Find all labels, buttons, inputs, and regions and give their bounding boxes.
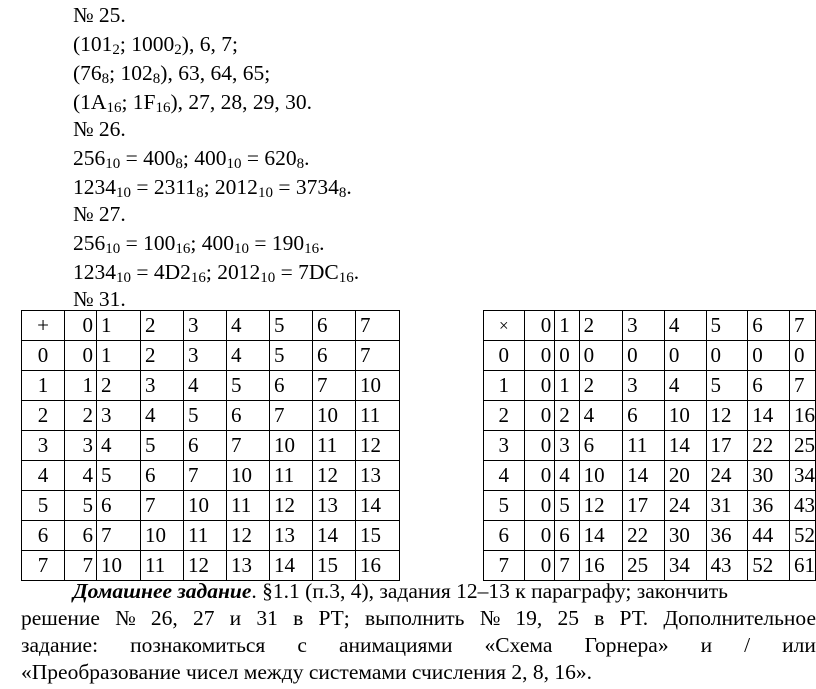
add-cell: 13 — [270, 521, 313, 551]
homework-word: РТ. — [619, 606, 649, 630]
mul-cell: 0 — [555, 341, 579, 371]
mul-row-label: 0 — [484, 341, 525, 371]
add-row-label: 7 — [22, 551, 65, 581]
homework-word: 31 — [256, 606, 278, 630]
mul-cell: 0 — [789, 341, 815, 371]
mul-cell: 5 — [706, 371, 748, 401]
add-cell: 3 — [184, 341, 227, 371]
mul-header-row — [484, 311, 816, 341]
add-cell: 2 — [65, 401, 97, 431]
task-25-header: № 25. — [73, 3, 126, 27]
octal-multiplication-table — [483, 310, 816, 581]
add-cell: 4 — [141, 401, 184, 431]
mul-cell: 0 — [524, 461, 555, 491]
task-31-header: № 31. — [73, 287, 126, 311]
mul-cell: 22 — [748, 431, 790, 461]
add-cell: 10 — [270, 431, 313, 461]
homework-word: решение — [21, 606, 100, 630]
add-cell: 7 — [141, 491, 184, 521]
homework-word: Дополнительное — [663, 606, 816, 630]
add-table-row — [22, 521, 400, 551]
add-cell: 11 — [184, 521, 227, 551]
mul-cell: 2 — [579, 371, 623, 401]
add-cell: 2 — [141, 341, 184, 371]
mul-cell: 52 — [789, 521, 815, 551]
add-cell: 13 — [227, 551, 270, 581]
mul-cell: 36 — [748, 491, 790, 521]
homework-word: задание: — [21, 633, 99, 657]
add-cell: 12 — [356, 431, 400, 461]
mul-row-label: 1 — [484, 371, 525, 401]
mul-table-row — [484, 461, 816, 491]
mul-cell: 5 — [555, 491, 579, 521]
mul-cell: 16 — [579, 551, 623, 581]
task-26-line-2: $1234_{10} = 2311_8$; $2012_{10} = 3734_8$. — [73, 175, 352, 201]
mul-header-cell: 4 — [664, 311, 706, 341]
add-cell: 11 — [227, 491, 270, 521]
add-cell: 12 — [184, 551, 227, 581]
mul-table-row — [484, 401, 816, 431]
mul-cell: 0 — [706, 341, 748, 371]
homework-line-3 — [21, 632, 816, 659]
add-cell: 4 — [97, 431, 141, 461]
add-cell: 5 — [227, 371, 270, 401]
add-row-label: 5 — [22, 491, 65, 521]
mul-cell: 17 — [706, 431, 748, 461]
add-row-label: 0 — [22, 341, 65, 371]
add-cell: 14 — [270, 551, 313, 581]
add-cell: 10 — [184, 491, 227, 521]
homework-word: Горнера» — [584, 633, 669, 657]
add-header-cell: 5 — [270, 311, 313, 341]
add-cell: 6 — [65, 521, 97, 551]
mul-cell: 30 — [748, 461, 790, 491]
homework-word: 27 — [192, 606, 215, 630]
mul-cell: 20 — [664, 461, 706, 491]
homework-line-1: Домашнее задание. §1.1 (п.3, 4), задания 12–13 к параграфу; закончить — [73, 579, 728, 603]
homework-title: Домашнее задание — [73, 579, 252, 603]
mul-cell: 25 — [789, 431, 815, 461]
homework-word: и — [700, 633, 713, 657]
add-cell: 3 — [65, 431, 97, 461]
add-cell: 10 — [356, 371, 400, 401]
add-header-cell: 4 — [227, 311, 270, 341]
mul-cell: 16 — [789, 401, 815, 431]
add-cell: 6 — [141, 461, 184, 491]
mul-cell: 3 — [555, 431, 579, 461]
add-table-row — [22, 461, 400, 491]
mul-table-row — [484, 551, 816, 581]
mul-cell: 61 — [789, 551, 815, 581]
add-cell: 5 — [141, 431, 184, 461]
add-row-label: 1 — [22, 371, 65, 401]
mul-cell: 2 — [555, 401, 579, 431]
add-cell: 7 — [184, 461, 227, 491]
homework-word: в — [594, 606, 605, 630]
add-operator-cell: + — [22, 311, 65, 341]
homework-word: № — [479, 606, 501, 630]
mul-cell: 7 — [789, 371, 815, 401]
homework-word: 26, — [150, 606, 178, 630]
add-cell: 11 — [313, 431, 356, 461]
mul-cell: 0 — [524, 551, 555, 581]
homework-line-4: «Преобразование чисел между системами счисления 2, 8, 16». — [21, 660, 593, 684]
mul-row-label: 5 — [484, 491, 525, 521]
add-row-label: 6 — [22, 521, 65, 551]
add-cell: 7 — [227, 431, 270, 461]
mul-cell: 4 — [579, 401, 623, 431]
task-25-line-2: ($76_8$; $102_8$), 63, 64, 65; — [73, 61, 271, 87]
add-table-row — [22, 551, 400, 581]
add-table-row — [22, 341, 400, 371]
add-cell: 13 — [356, 461, 400, 491]
mul-cell: 7 — [555, 551, 579, 581]
mul-cell: 0 — [524, 401, 555, 431]
add-cell: 7 — [270, 401, 313, 431]
task-27-header: № 27. — [73, 202, 126, 226]
homework-word: 25 — [557, 606, 579, 630]
mul-operator-cell: × — [484, 311, 525, 341]
add-header-cell: 7 — [356, 311, 400, 341]
add-cell: 7 — [356, 341, 400, 371]
octal-addition-table — [21, 310, 400, 581]
mul-cell: 10 — [579, 461, 623, 491]
add-header-cell: 3 — [184, 311, 227, 341]
mul-cell: 44 — [748, 521, 790, 551]
mul-cell: 10 — [664, 401, 706, 431]
add-table-row — [22, 431, 400, 461]
add-cell: 11 — [270, 461, 313, 491]
add-cell: 12 — [313, 461, 356, 491]
add-cell: 7 — [313, 371, 356, 401]
mul-header-cell: 7 — [789, 311, 815, 341]
mul-cell: 11 — [623, 431, 665, 461]
mul-cell: 0 — [579, 341, 623, 371]
add-cell: 5 — [270, 341, 313, 371]
add-cell: 15 — [356, 521, 400, 551]
add-cell: 6 — [227, 401, 270, 431]
homework-word: анимациями — [338, 633, 453, 657]
mul-cell: 6 — [555, 521, 579, 551]
task-27-line-2: $1234_{10} = 4D2_{16}$; $2012_{10} = 7DC_{16}$. — [73, 260, 360, 286]
add-cell: 6 — [97, 491, 141, 521]
add-cell: 3 — [141, 371, 184, 401]
add-header-cell: 1 — [97, 311, 141, 341]
add-cell: 1 — [97, 341, 141, 371]
mul-cell: 0 — [524, 341, 555, 371]
add-cell: 5 — [97, 461, 141, 491]
add-cell: 2 — [97, 371, 141, 401]
mul-cell: 0 — [524, 521, 555, 551]
mul-cell: 14 — [623, 461, 665, 491]
mul-header-cell: 1 — [555, 311, 579, 341]
mul-table-row — [484, 491, 816, 521]
mul-cell: 43 — [789, 491, 815, 521]
mul-table-row — [484, 371, 816, 401]
mul-header-cell: 0 — [524, 311, 555, 341]
add-cell: 4 — [227, 341, 270, 371]
add-cell: 14 — [313, 521, 356, 551]
mul-cell: 36 — [706, 521, 748, 551]
mul-cell: 25 — [623, 551, 665, 581]
add-cell: 6 — [270, 371, 313, 401]
mul-cell: 0 — [748, 341, 790, 371]
add-cell: 4 — [184, 371, 227, 401]
mul-cell: 0 — [524, 371, 555, 401]
mul-cell: 4 — [555, 461, 579, 491]
task-27-line-1: $256_{10} = 100_{16}$; $400_{10} = 190_{16}$. — [73, 231, 325, 257]
add-table-row — [22, 491, 400, 521]
mul-cell: 0 — [664, 341, 706, 371]
mul-header-cell: 2 — [579, 311, 623, 341]
add-cell: 10 — [97, 551, 141, 581]
add-cell: 13 — [313, 491, 356, 521]
add-cell: 10 — [313, 401, 356, 431]
homework-word: в — [293, 606, 304, 630]
mul-cell: 24 — [706, 461, 748, 491]
mul-cell: 12 — [579, 491, 623, 521]
add-header-cell: 0 — [65, 311, 97, 341]
homework-word: выполнить — [364, 606, 465, 630]
mul-cell: 0 — [524, 431, 555, 461]
add-cell: 0 — [65, 341, 97, 371]
add-row-label: 2 — [22, 401, 65, 431]
add-row-label: 3 — [22, 431, 65, 461]
add-cell: 7 — [97, 521, 141, 551]
add-cell: 12 — [227, 521, 270, 551]
mul-row-label: 2 — [484, 401, 525, 431]
homework-word: 19, — [515, 606, 543, 630]
mul-row-label: 6 — [484, 521, 525, 551]
add-cell: 16 — [356, 551, 400, 581]
mul-table-row — [484, 341, 816, 371]
task-25-line-3: ($1A_{16}$; $1F_{16}$), 27, 28, 29, 30. — [73, 90, 313, 116]
task-26-header: № 26. — [73, 117, 126, 141]
mul-cell: 30 — [664, 521, 706, 551]
mul-cell: 12 — [706, 401, 748, 431]
add-cell: 4 — [65, 461, 97, 491]
add-cell: 12 — [270, 491, 313, 521]
mul-header-cell: 6 — [748, 311, 790, 341]
homework-word: с — [297, 633, 307, 657]
task-26-line-1: $256_{10} = 400_8$; $400_{10} = 620_8$. — [73, 146, 310, 172]
homework-line-2 — [21, 605, 816, 632]
add-cell: 6 — [313, 341, 356, 371]
mul-table-row — [484, 431, 816, 461]
mul-cell: 34 — [664, 551, 706, 581]
mul-cell: 14 — [748, 401, 790, 431]
mul-header-cell: 5 — [706, 311, 748, 341]
mul-cell: 31 — [706, 491, 748, 521]
add-cell: 10 — [227, 461, 270, 491]
homework-word: РТ; — [318, 606, 350, 630]
mul-cell: 3 — [623, 371, 665, 401]
add-cell: 5 — [184, 401, 227, 431]
add-cell: 7 — [65, 551, 97, 581]
mul-header-cell: 3 — [623, 311, 665, 341]
homework-word: «Схема — [484, 633, 553, 657]
homework-word: и — [229, 606, 242, 630]
homework-paragraph — [21, 578, 816, 686]
mul-cell: 1 — [555, 371, 579, 401]
add-table-row — [22, 371, 400, 401]
mul-cell: 14 — [664, 431, 706, 461]
mul-cell: 24 — [664, 491, 706, 521]
mul-row-label: 7 — [484, 551, 525, 581]
add-table-row — [22, 401, 400, 431]
mul-cell: 34 — [789, 461, 815, 491]
add-cell: 6 — [184, 431, 227, 461]
mul-row-label: 4 — [484, 461, 525, 491]
add-cell: 3 — [97, 401, 141, 431]
mul-cell: 0 — [524, 491, 555, 521]
mul-table-row — [484, 521, 816, 551]
mul-cell: 52 — [748, 551, 790, 581]
homework-word: познакомиться — [130, 633, 266, 657]
add-cell: 1 — [65, 371, 97, 401]
add-cell: 14 — [356, 491, 400, 521]
mul-cell: 22 — [623, 521, 665, 551]
mul-cell: 43 — [706, 551, 748, 581]
add-cell: 15 — [313, 551, 356, 581]
mul-cell: 14 — [579, 521, 623, 551]
mul-cell: 6 — [579, 431, 623, 461]
mul-cell: 0 — [623, 341, 665, 371]
add-row-label: 4 — [22, 461, 65, 491]
mul-cell: 6 — [748, 371, 790, 401]
add-cell: 11 — [356, 401, 400, 431]
homework-word: / — [744, 633, 751, 657]
mul-cell: 4 — [664, 371, 706, 401]
add-cell: 5 — [65, 491, 97, 521]
add-header-cell: 2 — [141, 311, 184, 341]
homework-word: или — [782, 633, 816, 657]
mul-cell: 6 — [623, 401, 665, 431]
add-cell: 10 — [141, 521, 184, 551]
mul-row-label: 3 — [484, 431, 525, 461]
add-header-cell: 6 — [313, 311, 356, 341]
task-25-line-1: ($101_2$; $1000_2$), 6, 7; — [73, 32, 238, 58]
add-cell: 11 — [141, 551, 184, 581]
add-header-row — [22, 311, 400, 341]
mul-cell: 17 — [623, 491, 665, 521]
homework-word: № — [115, 606, 136, 630]
